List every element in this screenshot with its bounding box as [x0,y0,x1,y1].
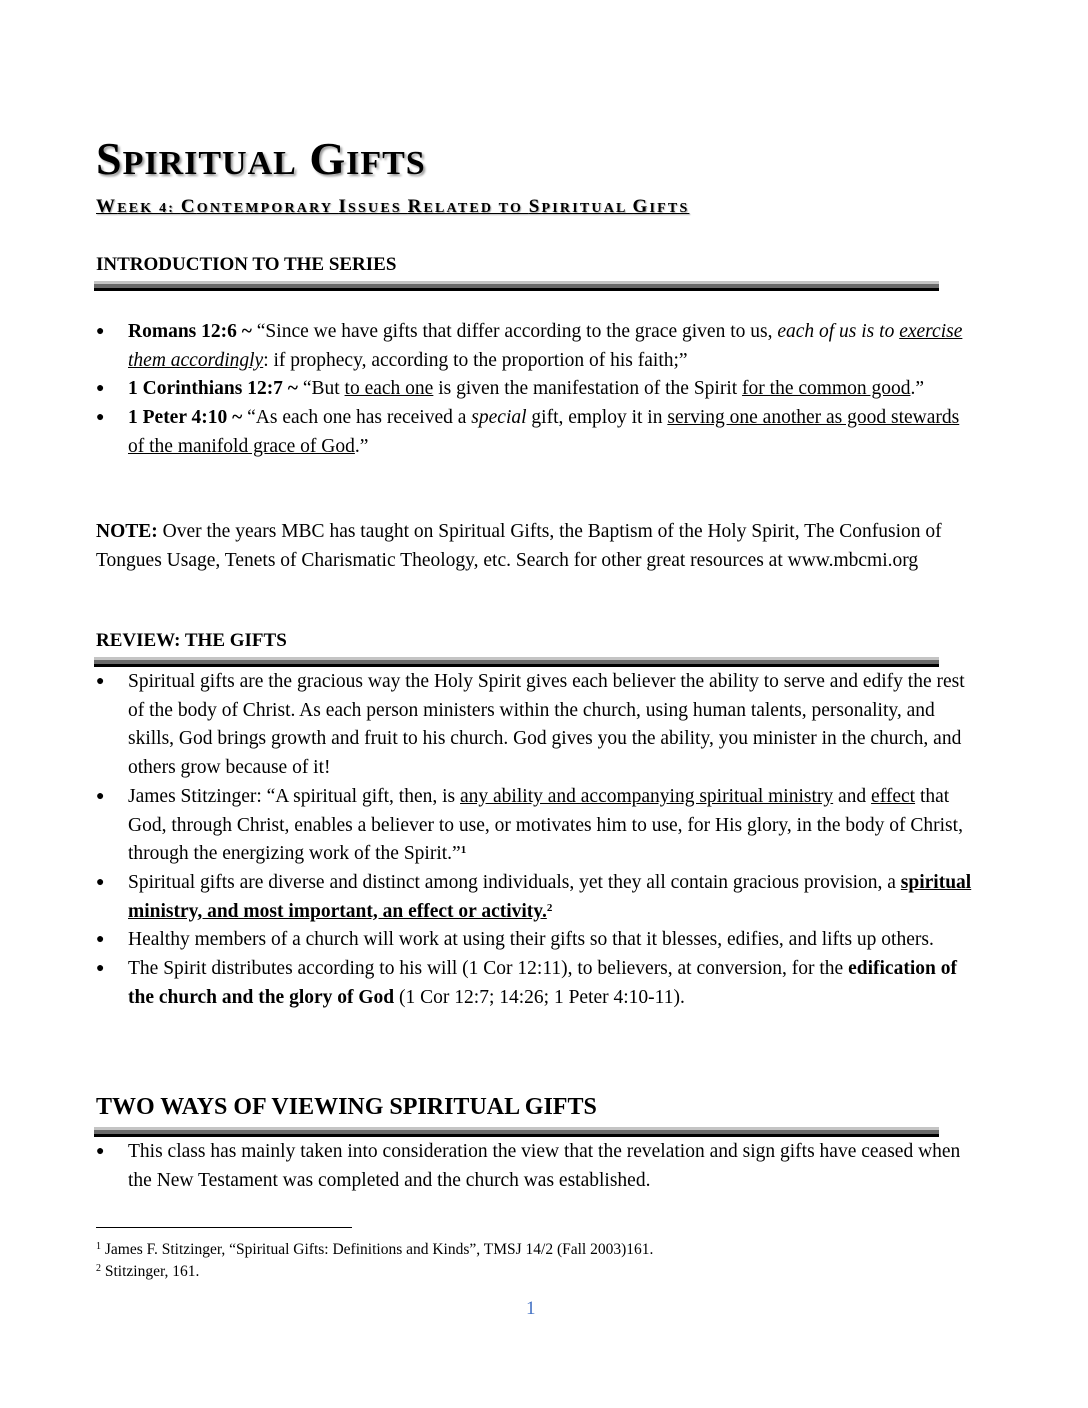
section-divider [94,657,939,667]
review-list [96,668,976,1012]
review-item: ● Spiritual gifts are diverse and distinct among individuals, yet they all contain gracious provision, a spiritual ministry, and most important, an effect or activity.$^2$ [96,869,976,926]
bullet-icon: ● [96,1144,105,1159]
verse-list [96,318,976,462]
bullet-icon: ● [96,381,105,397]
bullet-icon: ● [96,874,105,890]
section-divider [94,1127,939,1137]
footnote-1: $^1$ James F. Stitzinger, “Spiritual Gifts: Definitions and Kinds”, TMSJ 14/2 (Fall 2003)161. [96,1241,654,1258]
review-item: ● James Stitzinger: “A spiritual gift, then, is any ability and accompanying spiritual ministry and effect that God, through Christ, enables a believer to use, or motivates him to use, for His glory, in the body of Christ, through the energizing work of the Spirit.”$^1$ [96,783,976,869]
footnote-ref[interactable]: 1 [460,844,467,857]
section-heading-two-ways: TWO WAYS OF VIEWING SPIRITUAL GIFTS [96,1094,597,1120]
page-number: 1 [526,1298,536,1319]
bullet-icon: ● [96,788,105,804]
bullet-icon: ● [96,932,105,948]
bullet-icon: ● [96,961,105,977]
verse-item: ● Romans 12:6 ~ “Since we have gifts that differ according to the grace given to us, each of us is to exercise them accordingly: if prophecy, according to the proportion of his faith;” [96,318,976,375]
verse-item: ● 1 Peter 4:10 ~ “As each one has received a special gift, employ it in serving one another as good stewards of the manifold grace of God.” [96,404,976,461]
two-ways-item: ● This class has mainly taken into consideration the view that the revelation and sign gifts have ceased when the New Testament was completed and the church was established. [96,1138,976,1195]
footnote-ref[interactable]: 2 [546,901,553,914]
verse-item: ● 1 Corinthians 12:7 ~ “But to each one is given the manifestation of the Spirit for the common good.” [96,375,976,404]
footnote-separator [96,1227,352,1228]
section-heading-intro: INTRODUCTION TO THE SERIES [96,254,397,275]
two-ways-list [96,1138,976,1195]
document-subtitle: WEEK 4: CONTEMPORARY ISSUES RELATED TO SPIRITUAL GIFTS [96,196,690,217]
note-paragraph: NOTE: Over the years MBC has taught on Spiritual Gifts, the Baptism of the Holy Spirit, The Confusion of Tongues Usage, Tenets of Charismatic Theology, etc. Search for other great resources at www.mbcmi.org [96,521,942,571]
document-title: SPIRITUAL GIFTS [96,133,426,184]
section-heading-review: REVIEW: THE GIFTS [96,630,287,651]
footnote-2: $^2$ Stitzinger, 161. [96,1263,200,1280]
bullet-icon: ● [96,410,105,426]
bullet-icon: ● [96,674,105,689]
bullet-icon: ● [96,324,105,339]
section-divider [94,281,939,291]
review-item: ● Healthy members of a church will work at using their gifts so that it blesses, edifies, and lifts up others. [96,926,976,955]
review-item: ● Spiritual gifts are the gracious way the Holy Spirit gives each believer the ability to serve and edify the rest of the body of Christ. As each person ministers within the church, using human talents, personality, and skills, God brings growth and fruit to his church. God gives you the ability, you minister in the church, and others grow because of it! [96,668,976,783]
review-item: ● The Spirit distributes according to his will (1 Cor 12:11), to believers, at conversion, for the edification of the church and the glory of God (1 Cor 12:7; 14:26; 1 Peter 4:10-11). [96,955,976,1012]
